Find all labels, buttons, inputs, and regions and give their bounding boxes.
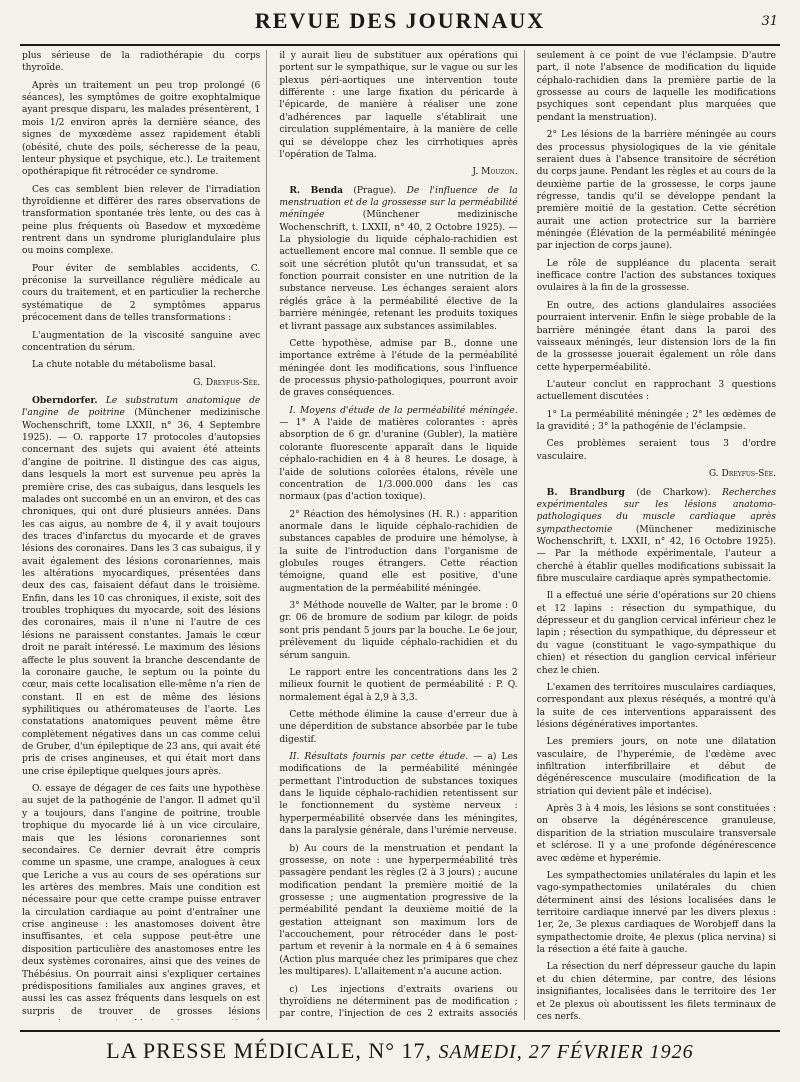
article-author: Oberndorfer. <box>32 394 98 406</box>
paragraph: 2° Réaction des hémolysines (H. R.) : apparition anormale dans le liquide céphalo-rachidien de substances capables de produire une hémolyse, à la suite de l'introduction dans l'organisme de globules rouges étrangers. Cette réaction témoigne, quand elle est positive, d'une augmentation de la perméabilité méningée. <box>279 509 518 594</box>
paragraph-text: 1° A l'aide de matières colorantes : après absorption de 6 gr. d'uranine (Gubler), la matière colorante fluorescente apparaît dans le liquide céphalo-rachidien en 4 à 8 heures. Le dosage, à l'aide de solutions colorées étalons, révèle une concentration de 1/3.000.000 dans les cas normaux (pas d'action toxique). <box>279 418 518 503</box>
paragraph: L'augmentation de la viscosité sanguine avec concentration du sérum. <box>22 330 261 353</box>
paragraph: 2° Les lésions de la barrière méningée au cours des processus physiologiques de la vie génitale seraient dues à l'absence transitoire de sécrétion du corps jaune. Pendant les règles et au cours de la deuxième partie de la grossesse, le corps jaune régresse, tandis qu'il se développe pendant la première moitié de la gestation. Cette sécrétion aurait une action protectrice sur la barrière méningée (Élévation de la perméabilité méningée par injection de corps jaune). <box>536 130 776 252</box>
page-header <box>20 4 780 46</box>
paragraph: La chute notable du métabolisme basal. <box>32 360 216 371</box>
paragraph: L'auteur conclut en rapprochant 3 questions actuellement discutées : <box>536 379 776 403</box>
article-heading <box>279 185 517 333</box>
article-columns <box>22 50 782 1020</box>
column-1 <box>22 50 267 1020</box>
paragraph: rapporte 17 protocoles d'autopsies concernant des sujets qui avaient été atteints d'angine de poitrine. Il distingue des cas aigus, dans lesquels la mort est survenue peu après la première crise, des cas subaigus, dans lesquels les malades ont succombé en un an environ, et des cas chroniques, qui ont duré plusieurs années. Dans les cas aigus, au nombre de 4, il y avait toujours des traces d'infarctus du myocarde et de graves lésions des coronaires. Dans les 3 cas subaigus, il y avait également des lésions coronariennes, mais les altérations myocardiques, présentées dans deux des cas, faisaient défaut dans le troisième. Enfin, dans les 10 cas chroniques, il existe, soit des troubles trophiques du myocarde, soit des lésions des coronaires, mais il n'une ni l'autre de ces lésions ne paraissent constantes. Jamais le cœur droit ne paraît intéressé. Le maximum des lésions affecte le plus souvent la branche descendante de la coronaire gauche, le septum ou la pointe du cœur, mais cette localisation elle-même n'a rien de constant. Il en est de même des lésions syphilitiques ou athéromateuses de l'aorte. Les constatations anatomiques peuvent même être complètement négatives dans un cas comme celui de Gruber, d'un épileptique de 23 ans, qui avait été pris de crises angineuses, et qui était mort dans une crise épileptique quelques jours après. <box>22 433 261 777</box>
paragraph: Après 3 à 4 mois, les lésions se sont constituées : on observe la dégénérescence granuleuse, disparition de la striation musculaire transversale et sclérose. Il y a une profonde dégénérescence avec œdème et hyperémie. <box>536 804 776 864</box>
paragraph-text: a) Les modifications de la perméabilité méningée permettant l'introduction de substances toxiques dans le liquide céphalo-rachidien retentissent sur le fonctionnement du système nerveux : hyperperméabilité observée dans les méningites, dans la paralysie générale, dans l'urémie nerveuse. <box>279 752 518 837</box>
article-heading <box>22 395 260 778</box>
author-signature: G. Dreyfus-Sée. <box>193 377 261 388</box>
paragraph: Cette hypothèse, admise par B., donne une importance extrême à l'étude de la perméabilité méningée dont les modifications, sous l'influence de processus physio-pathologiques, pourront avoir de graves conséquences. <box>279 338 518 399</box>
section-heading: II. Résultats fournis par cette étude. — <box>289 752 483 763</box>
paragraph: c) Les injections d'extraits ovariens ou thyroïdiens ne déterminent pas de modification ; par contre, l'injection de ces 2 extraits associés <box>279 984 518 1020</box>
section-heading: I. Moyens d'étude de la perméabilité méningée. — <box>279 405 518 429</box>
paragraph: L'examen des territoires musculaires cardiaques, correspondant aux plexus réséqués, a montré qu'à la suite de ces interventions apparaissent des lésions dégénératives importantes. <box>536 682 776 730</box>
article-title: De l'influence de la menstruation et de la grossesse sur la perméabilité méningée <box>279 185 518 221</box>
issue-date: SAMEDI, 27 FÉVRIER 1926 <box>438 1041 694 1063</box>
paragraph: Pour éviter de semblables accidents, C. préconise la surveillance régulière médicale au cours du traitement, et en particulier la recherche systématique de 2 symptômes apparus précocement dans de telles transformations : <box>22 263 261 324</box>
article-author-place: (Prague). <box>353 185 397 196</box>
paragraph: Ces problèmes seraient tous 3 d'ordre vasculaire. <box>536 439 776 462</box>
paragraph: Cette méthode élimine la cause d'erreur due à une déperdition de substance absorbée par le tube digestif. <box>279 709 518 745</box>
article-author: B. Brandburg <box>546 486 625 498</box>
journal-name: LA PRESSE MÉDICALE, N° 17, <box>106 1038 433 1063</box>
paragraph: Le rapport entre les concentrations dans les 2 milieux fournit le quotient de perméabilité : P. Q. normalement égal à 2,9 à 3,3. <box>279 667 518 703</box>
article-reference: (Münchener medizinische Wochenschrift, tome LXXII, n° 36, 4 Septembre 1925). — O. <box>22 408 261 444</box>
column-2 <box>279 50 524 1020</box>
paragraph: La résection du nerf dépresseur gauche du lapin et du chien détermine, par contre, des lésions insignifiantes, localisées dans le territoire des 1er et 2e plexus où aboutissent les filets terminaux de ces nerfs. <box>536 962 776 1020</box>
paragraph: 1° La perméabilité méningée ; 2° les œdèmes de la gravidité ; 3° la pathogénie de l'éclampsie. <box>536 409 776 433</box>
paragraph: Il a effectué une série d'opérations sur 20 chiens et 12 lapins : résection du sympathique, du dépresseur et du ganglion cervical inférieur chez le lapin ; résection du sympathique, du dépresseur et du vague (constituant le vago-sympathique du chien) et résection du ganglion cervical inférieur chez le chien. <box>536 591 776 676</box>
paragraph: plus sérieuse de la radiothérapie du corps thyroïde. <box>22 51 261 74</box>
paragraph: Les premiers jours, on note une dilatation vasculaire, de l'hyperémie, de l'œdème avec infiltration interfibrillaire et début de dégénérescence musculaire (modification de la striation qui devient pâle et indécise). <box>536 737 776 797</box>
author-signature: J. Mouzon. <box>472 167 518 178</box>
paragraph: En outre, des actions glandulaires associées pourraient intervenir. Enfin le siège probable de la barrière méningée étant dans la paroi des vaisseaux méningés, leur distension lors de la fin de la grossesse jouerait également un rôle dans cette hyperperméabilité. <box>536 300 776 373</box>
article-heading <box>537 487 776 586</box>
article-title: Recherches expérimentales sur les lésions anatomo-pathologiques du muscle cardiaque après sympathectomie <box>536 487 776 535</box>
paragraph: seulement à ce point de vue l'éclampsie. D'autre part, il note l'absence de modification du liquide céphalo-rachidien dans la première partie de la grossesse au cours de laquelle les modifications psychiques sont cependant plus marquées que pendant la menstruation). <box>536 51 776 123</box>
article-reference: (Münchener medizinische Wochenschrift, t. LXXII, n° 42, 16 Octobre 1925). — Par la méthode expérimentale, l'auteur a cherché à établir quelles modifications subissait la fibre musculaire cardiaque après sympathectomie. <box>536 524 776 585</box>
article-title: Le substratum anatomique de l'angine de poitrine <box>22 395 261 419</box>
article-author-place: (de Charkow). <box>636 487 711 498</box>
paragraph <box>279 405 517 504</box>
article-author: R. Benda <box>289 184 343 196</box>
page-footer <box>20 1030 780 1070</box>
paragraph: O. essaye de dégager de ces faits une hypothèse au sujet de la pathogénie de l'angor. Il admet qu'il y a toujours, dans l'angine de poitrine, trouble trophique du myocarde lié à un vice circulaire, mais que les lésions coronariennes sont secondaires. Ce dernier devrait être compris comme un spasme, une crampe, analogues à ceux que Leriche a vus au cours de ses opérations sur les artères des membres. Mais une condition est nécessaire pour que cette crampe puisse entraver la circulation cardiaque au point d'entraîner une crise angineuse : les anastomoses doivent être insuffisantes, et cela suppose peut-être une disposition particulière des anastomoses entre les deux systèmes coronaires, ainsi que des veines de Thébésius. On pourrait ainsi s'expliquer certaines prédispositions familiales aux angines graves, et aussi les cas assez fréquents dans lesquels on est surpris de trouver de grosses lésions <box>22 784 261 1017</box>
paragraph: b) Au cours de la menstruation et pendant la grossesse, on note : une hyperperméabilité très passagère pendant les règles (2 à 3 jours) ; aucune modification pendant la première moitié de la grossesse ; une augmentation progressive de la perméabilité pendant la deuxième moitié de la gestation atteignant son maximum lors de l'accouchement, pour rétrocéder dans le post-partum et revenir à la normale en 4 à 6 semaines (Action plus marquée chez les primipares que chez les multipares). L'allaitement n'a aucune action. <box>279 843 518 978</box>
article-reference: (Münchener medizinische Wochenschrift, t. LXXII, n° 40, 2 Octobre 1925). — La physiologie du liquide céphalo-rachidien est actuellement encore mal connue. Il semble que ce soit une sécrétion plutôt qu'un transsudat, et sa fonction pourrait consister en une nutrition de la substance nerveuse. Les échanges seraient alors réglés grâce à la perméabilité élective de la barrière méningée, retenant les produits toxiques et livrant passage aux substances assimilables. <box>279 210 518 332</box>
paragraph: Les sympathectomies unilatérales du lapin et les vago-sympathectomies unilatérales du chien déterminent ainsi des lésions localisées dans le territoire cardiaque innervé par les divers plexus : 1er, 2e, 3e plexus cardiaques de Worobjeff dans la sympathectomie droite, 4e plexus (plica nervina) si la résection a été faite à gauche. <box>536 870 776 956</box>
paragraph: Ces cas semblent bien relever de l'irradiation thyroïdienne et différer des rares observations de transformation spontanée très lente, ou des cas à peine plus fréquents où Basedow et myxœdème rentrent dans un syndrome pluriglandulaire plus ou moins complexe. <box>22 184 261 257</box>
page-number: 31 <box>761 14 778 29</box>
column-3 <box>537 50 782 1020</box>
author-signature: G. Dreyfus-Sée. <box>708 469 776 480</box>
paragraph: Après un traitement un peu trop prolongé (6 séances), les symptômes de goitre exophtalmique ayant presque disparu, les malades présentèrent, 1 mois 1/2 environ après la dernière séance, des signes de myxœdème assez rapidement établi (obésité, chute des poils, sécheresse de la peau, lenteur physique et psychique, etc.). Le traitement opothérapique fit rétrocéder ce syndrome. <box>22 80 261 178</box>
paragraph <box>279 751 517 838</box>
paragraph: il y aurait lieu de substituer aux opérations qui portent sur le sympathique, sur le vague ou sur les plexus péri-aortiques une intervention toute différente : une large fixation du péricarde à l'épicarde, de manière à réaliser une zone d'adhérences par laquelle s'établirait une circulation supplémentaire, à la manière de celle qui se développe chez les cirrhotiques après l'opération de Talma. <box>279 51 518 160</box>
paragraph: Le rôle de suppléance du placenta serait inefficace contre l'action des substances toxiques ovulaires à la fin de la grossesse. <box>536 258 776 294</box>
running-title: REVUE DES JOURNAUX <box>254 8 546 33</box>
paragraph: 3° Méthode nouvelle de Walter, par le brome : 0 gr. 06 de bromure de sodium par kilogr. de poids sont pris pendant 5 jours par la bouche. Le 6e jour, prélèvement du liquide céphalo-rachidien et du sérum sanguin. <box>279 601 518 661</box>
